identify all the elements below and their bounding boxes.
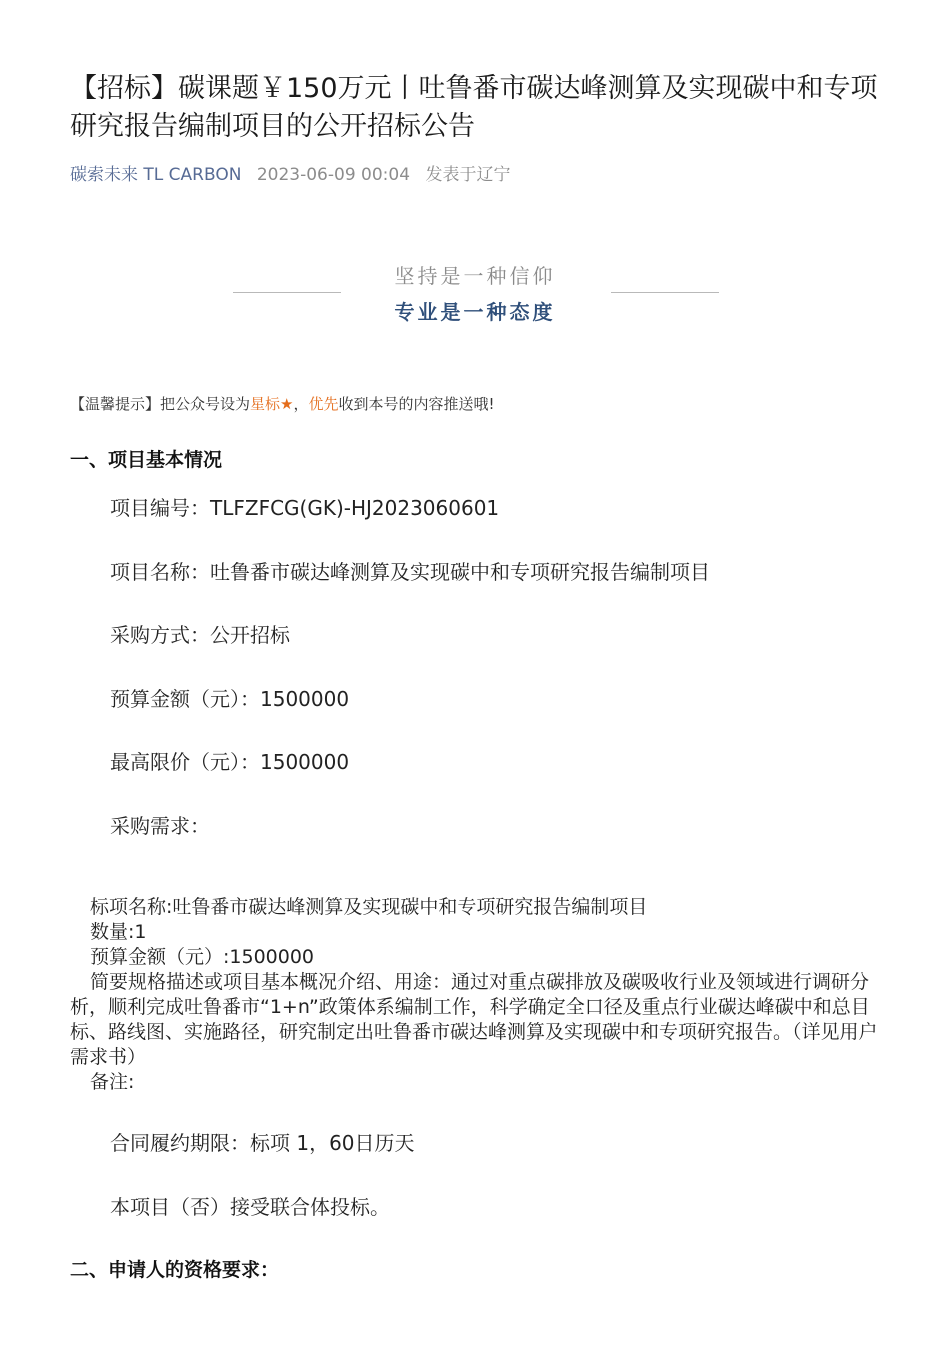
- field-label: 项目名称：: [110, 560, 210, 584]
- field-value: 公开招标: [210, 623, 290, 647]
- tip-suffix: 收到本号的内容推送哦!: [338, 395, 495, 413]
- lot-quantity: 数量:1: [90, 921, 147, 943]
- motto-line-1: 坚持是一种信仰: [394, 264, 556, 288]
- tip-prefix: 【温馨提示】把公众号设为: [70, 395, 251, 413]
- motto-divider-left: [233, 292, 341, 293]
- field-label: 预算金额（元）：: [110, 687, 260, 711]
- field-value: TLFZFCG(GK)-HJ2023060601: [210, 496, 500, 520]
- section-heading-qualification: 二、申请人的资格要求：: [70, 1259, 280, 1281]
- field-label: 最高限价（元）：: [110, 750, 260, 774]
- max-price-row: [110, 746, 349, 775]
- procurement-method-row: [110, 619, 290, 648]
- lot-budget: 预算金额（元）:1500000: [90, 946, 315, 968]
- consortium-note: 本项目（否）接受联合体投标。: [110, 1195, 390, 1219]
- motto-line-2: 专业是一种态度: [394, 300, 556, 324]
- field-label: 采购方式：: [110, 623, 210, 647]
- article-title: 【招标】碳课题￥150万元丨吐鲁番市碳达峰测算及实现碳中和专项研究报告编制项目的公开招标公告: [70, 73, 878, 142]
- section-heading-basic-info: 一、项目基本情况: [70, 449, 223, 471]
- article-meta: [70, 160, 520, 185]
- lot-name: 标项名称:吐鲁番市碳达峰测算及实现碳中和专项研究报告编制项目: [90, 896, 648, 918]
- budget-row: [110, 683, 349, 712]
- lot-description: 简要规格描述或项目基本概况介绍、用途：通过对重点碳排放及碳吸收行业及领域进行调研分析，顺利完成吐鲁番市“1+n”政策体系编制工作，科学确定全口径及重点行业碳达峰碳中和总目标、路线图、实施路径，研究制定出吐鲁番市碳达峰测算及实现碳中和专项研究报告。（详见用户需求书）: [70, 971, 878, 1068]
- warm-tip: [70, 393, 495, 414]
- field-value: 1500000: [260, 750, 350, 774]
- project-number-row: [110, 492, 499, 521]
- tip-star: 星标★: [250, 395, 294, 413]
- lot-remark: 备注:: [90, 1071, 135, 1093]
- tip-priority: 优先: [308, 395, 339, 413]
- field-value: 吐鲁番市碳达峰测算及实现碳中和专项研究报告编制项目: [210, 560, 710, 584]
- contract-period: 合同履约期限：标项 1，60日历天: [110, 1131, 415, 1155]
- requirement-details: [70, 895, 882, 1095]
- tip-comma: ，: [293, 395, 309, 413]
- requirements-row: [110, 810, 210, 839]
- project-name-row: [110, 556, 710, 585]
- field-label: 项目编号：: [110, 496, 210, 520]
- publish-date: 2023-06-09 00:04: [256, 165, 411, 185]
- field-label: 采购需求：: [110, 814, 210, 838]
- field-value: 1500000: [260, 687, 350, 711]
- motto-divider-right: [611, 292, 719, 293]
- publish-location: 发表于辽宁: [425, 165, 511, 185]
- author-link[interactable]: 碳索未来 TL CARBON: [70, 165, 242, 185]
